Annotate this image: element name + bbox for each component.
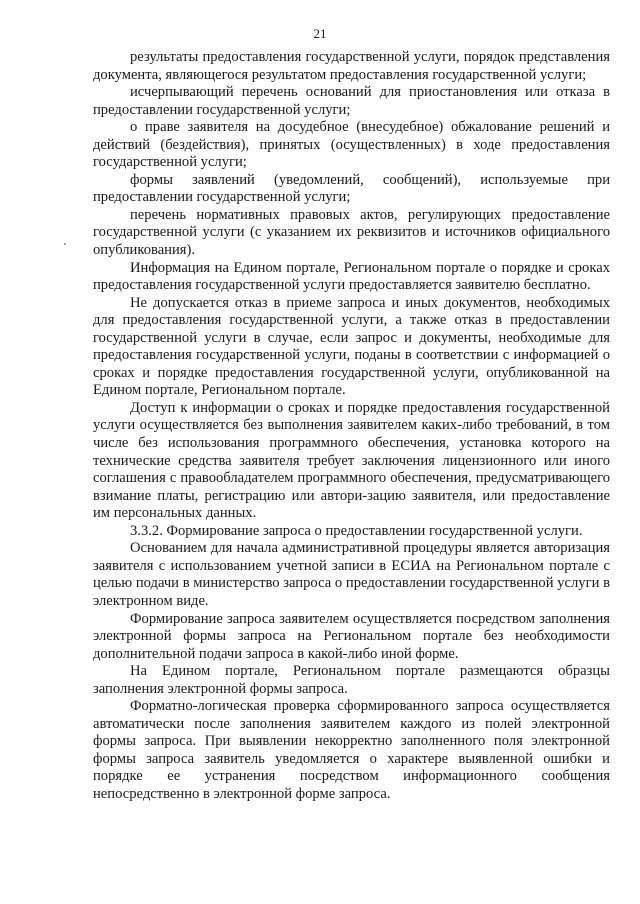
paragraph-free-information: Информация на Едином портале, Региональном портале о порядке и сроках предоставления государственной услуги предоставляется заявителю бесплатно.: [93, 259, 610, 294]
paragraph-request-formation: Формирование запроса заявителем осуществляется посредством заполнения электронной формы запроса на Региональном портале без необходимости дополнительной подачи запроса в какой-либо иной форме.: [93, 610, 610, 662]
paragraph-refusal-grounds: исчерпывающий перечень оснований для приостановления или отказа в предоставлении государственной услуги;: [93, 84, 610, 118]
paragraph-access-info: Доступ к информации о сроках и порядке предоставления государственной услуги осуществляется без выполнения заявителем каких-либо требований, в том числе без использования программного обеспечения, установка которого на технические средства заявителя требует заключения лицензионного или иного соглашения с правообладателем программного обеспечения, предусматривающего взимание платы, регистрацию или автори-зацию заявителя, или предоставление им персональных данных.: [93, 399, 610, 522]
paragraph-procedure-basis: Основанием для начала административной процедуры является авторизация заявителя с использованием учетной записи в ЕСИА на Региональном портале с целью подачи в министерство запроса о предоставлении государственной услуги в электронном виде.: [93, 540, 610, 609]
paragraph-no-refusal: Не допускается отказ в приеме запроса и иных документов, необходимых для предоставления государственной услуги, а также отказ в предоставлении государственной услуги в случае, если запрос и документы, необходимые для предоставления государственной услуги, поданы в соответствии с информацией о сроках и порядке предоставления государственной услуги, опубликованной на Едином портале, Региональном портале.: [93, 294, 610, 399]
paragraph-appeal-right: о праве заявителя на досудебное (внесудебное) обжалование решений и действий (бездействия), принятых (осуществленных) в ходе предоставления государственной услуги;: [93, 119, 610, 171]
page-number: 21: [313, 26, 327, 41]
section-heading-3-3-2: 3.3.2. Формирование запроса о предоставлении государственной услуги.: [130, 522, 583, 539]
document-body: [93, 49, 610, 804]
paragraph-results: результаты предоставления государственной услуги, порядок представления документа, являющегося результатом предоставления государственной услуги;: [93, 49, 610, 83]
paragraph-format-check: Форматно-логическая проверка сформированного запроса осуществляется автоматически после заполнения заявителем каждого из полей электронной формы запроса. При выявлении некорректно заполненного поля электронной формы запроса заявитель уведомляется о характере выявленной ошибки и порядке ее устранения посредством информационного сообщения непосредственно в электронной форме запроса.: [93, 698, 610, 802]
scan-speck: [64, 243, 66, 245]
paragraph-legal-acts: перечень нормативных правовых актов, регулирующих предоставление государственной услуги (с указанием их реквизитов и источников официального опубликования).: [93, 206, 610, 259]
paragraph-application-forms: формы заявлений (уведомлений, сообщений), используемые при предоставлении государственной услуги;: [93, 171, 610, 206]
paragraph-form-samples: На Едином портале, Региональном портале размещаются образцы заполнения электронной формы запроса.: [93, 663, 610, 697]
